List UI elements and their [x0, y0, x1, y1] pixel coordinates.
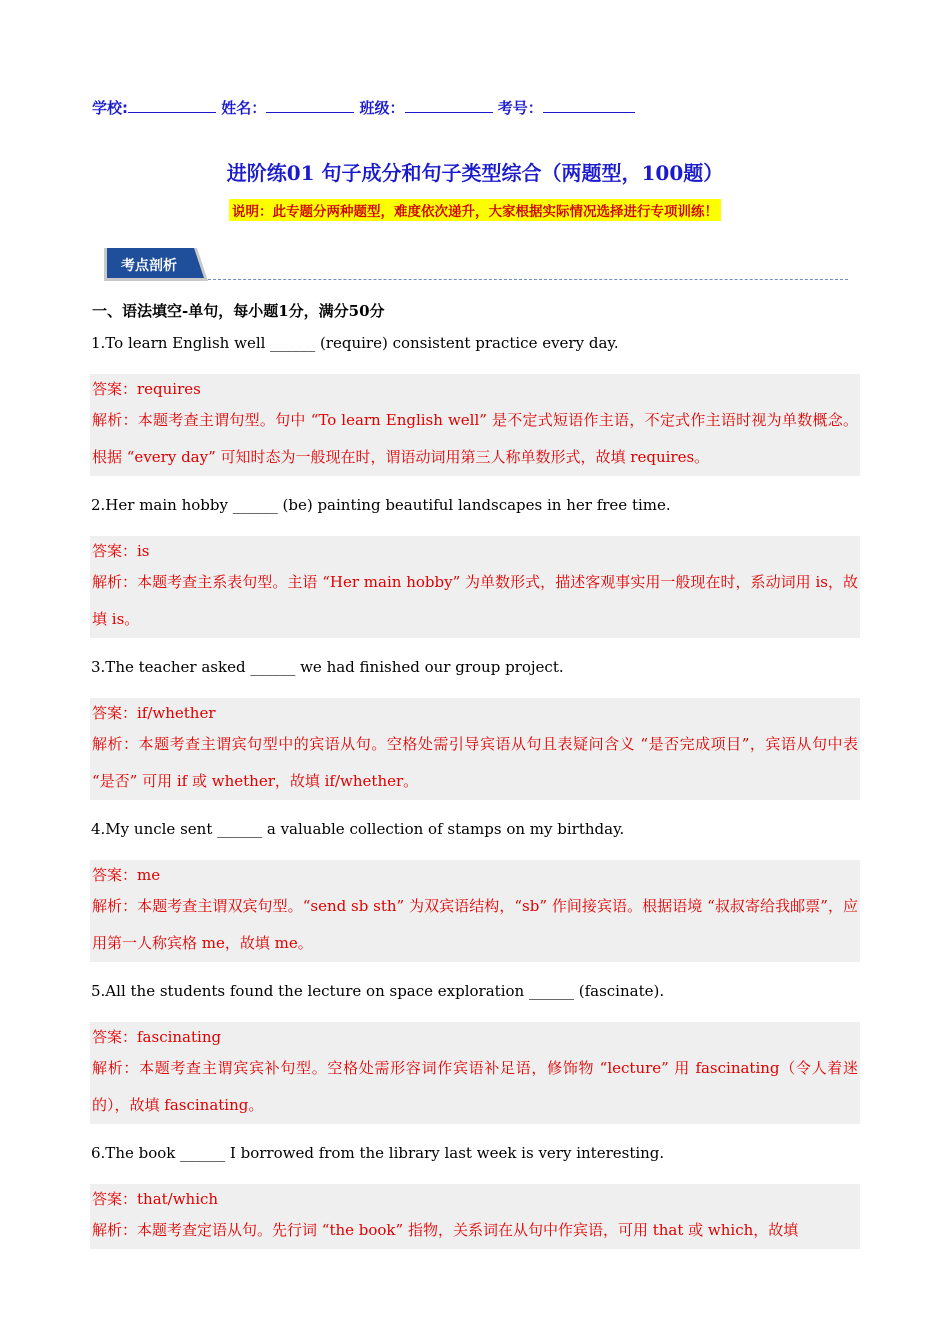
school-blank — [128, 99, 216, 113]
question-text: 1.To learn English well ______ (require) consistent practice every day. — [91, 334, 619, 352]
answer-box — [90, 860, 860, 962]
note-wrapper — [0, 199, 950, 221]
section-tag-label: 考点剖析 — [121, 258, 177, 274]
question-item — [90, 494, 860, 638]
question-list — [90, 332, 860, 1267]
answer-box — [90, 698, 860, 800]
answer-box — [90, 1022, 860, 1124]
name-blank — [266, 99, 354, 113]
section-heading: 一、语法填空-单句，每小题1分，满分50分 — [92, 302, 385, 320]
question-item — [90, 332, 860, 476]
class-label: 班级： — [359, 99, 405, 117]
answer-text: 答案：if/whether — [92, 704, 216, 722]
explanation-text: 解析：本题考查主谓双宾句型。“send sb sth” 为双宾语结构，“sb” 作间接宾语。根据语境 “叔叔寄给我邮票”，应用第一人称宾格 me，故填 me。 — [92, 897, 858, 952]
answer-text: 答案：requires — [92, 380, 201, 398]
question-item — [90, 818, 860, 962]
instruction-note: 说明：此专题分两种题型，难度依次递升，大家根据实际情况选择进行专项训练！ — [229, 199, 721, 221]
exam-number-label: 考号： — [497, 99, 543, 117]
question-text: 6.The book ______ I borrowed from the library last week is very interesting. — [91, 1144, 665, 1162]
question-text: 2.Her main hobby ______ (be) painting beautiful landscapes in her free time. — [91, 496, 671, 514]
answer-box — [90, 536, 860, 638]
section-tag-banner — [104, 248, 208, 281]
explanation-text: 解析：本题考查主谓宾宾补句型。空格处需形容词作宾语补足语，修饰物 “lecture” 用 fascinating（令人着迷的），故填 fascinating。 — [92, 1059, 858, 1114]
section-divider — [208, 279, 848, 280]
student-info-line — [92, 97, 635, 118]
question-item — [90, 980, 860, 1124]
answer-text: 答案：that/which — [92, 1190, 219, 1208]
answer-box — [90, 374, 860, 476]
question-item — [90, 656, 860, 800]
explanation-text: 解析：本题考查主谓宾句型中的宾语从句。空格处需引导宾语从句且表疑问含义 “是否完成项目”，宾语从句中表 “是否” 可用 if 或 whether，故填 if/whether。 — [92, 735, 858, 790]
name-label: 姓名： — [221, 99, 267, 117]
explanation-text: 解析：本题考查主谓句型。句中 “To learn English well” 是不定式短语作主语，不定式作主语时视为单数概念。根据 “every day” 可知时态为一般现在时，谓语动词用第三人称单数形式，故填 requires。 — [92, 411, 858, 466]
school-label: 学校: — [92, 99, 128, 117]
answer-text: 答案：fascinating — [92, 1028, 222, 1046]
question-item — [90, 1142, 860, 1249]
document-title: 进阶练01 句子成分和句子类型综合（两题型，100题） — [226, 161, 724, 185]
question-text: 4.My uncle sent ______ a valuable collection of stamps on my birthday. — [91, 820, 625, 838]
question-text: 5.All the students found the lecture on space exploration ______ (fascinate). — [91, 982, 665, 1000]
answer-text: 答案：me — [92, 866, 161, 884]
exam-number-blank — [543, 99, 635, 113]
question-text: 3.The teacher asked ______ we had finished our group project. — [91, 658, 564, 676]
explanation-text: 解析：本题考查主系表句型。主语 “Her main hobby” 为单数形式，描述客观事实用一般现在时，系动词用 is，故填 is。 — [92, 573, 858, 628]
answer-text: 答案：is — [92, 542, 150, 560]
answer-box — [90, 1184, 860, 1249]
class-blank — [405, 99, 493, 113]
explanation-text: 解析：本题考查定语从句。先行词 “the book” 指物，关系词在从句中作宾语，可用 that 或 which，故填 — [92, 1221, 799, 1239]
